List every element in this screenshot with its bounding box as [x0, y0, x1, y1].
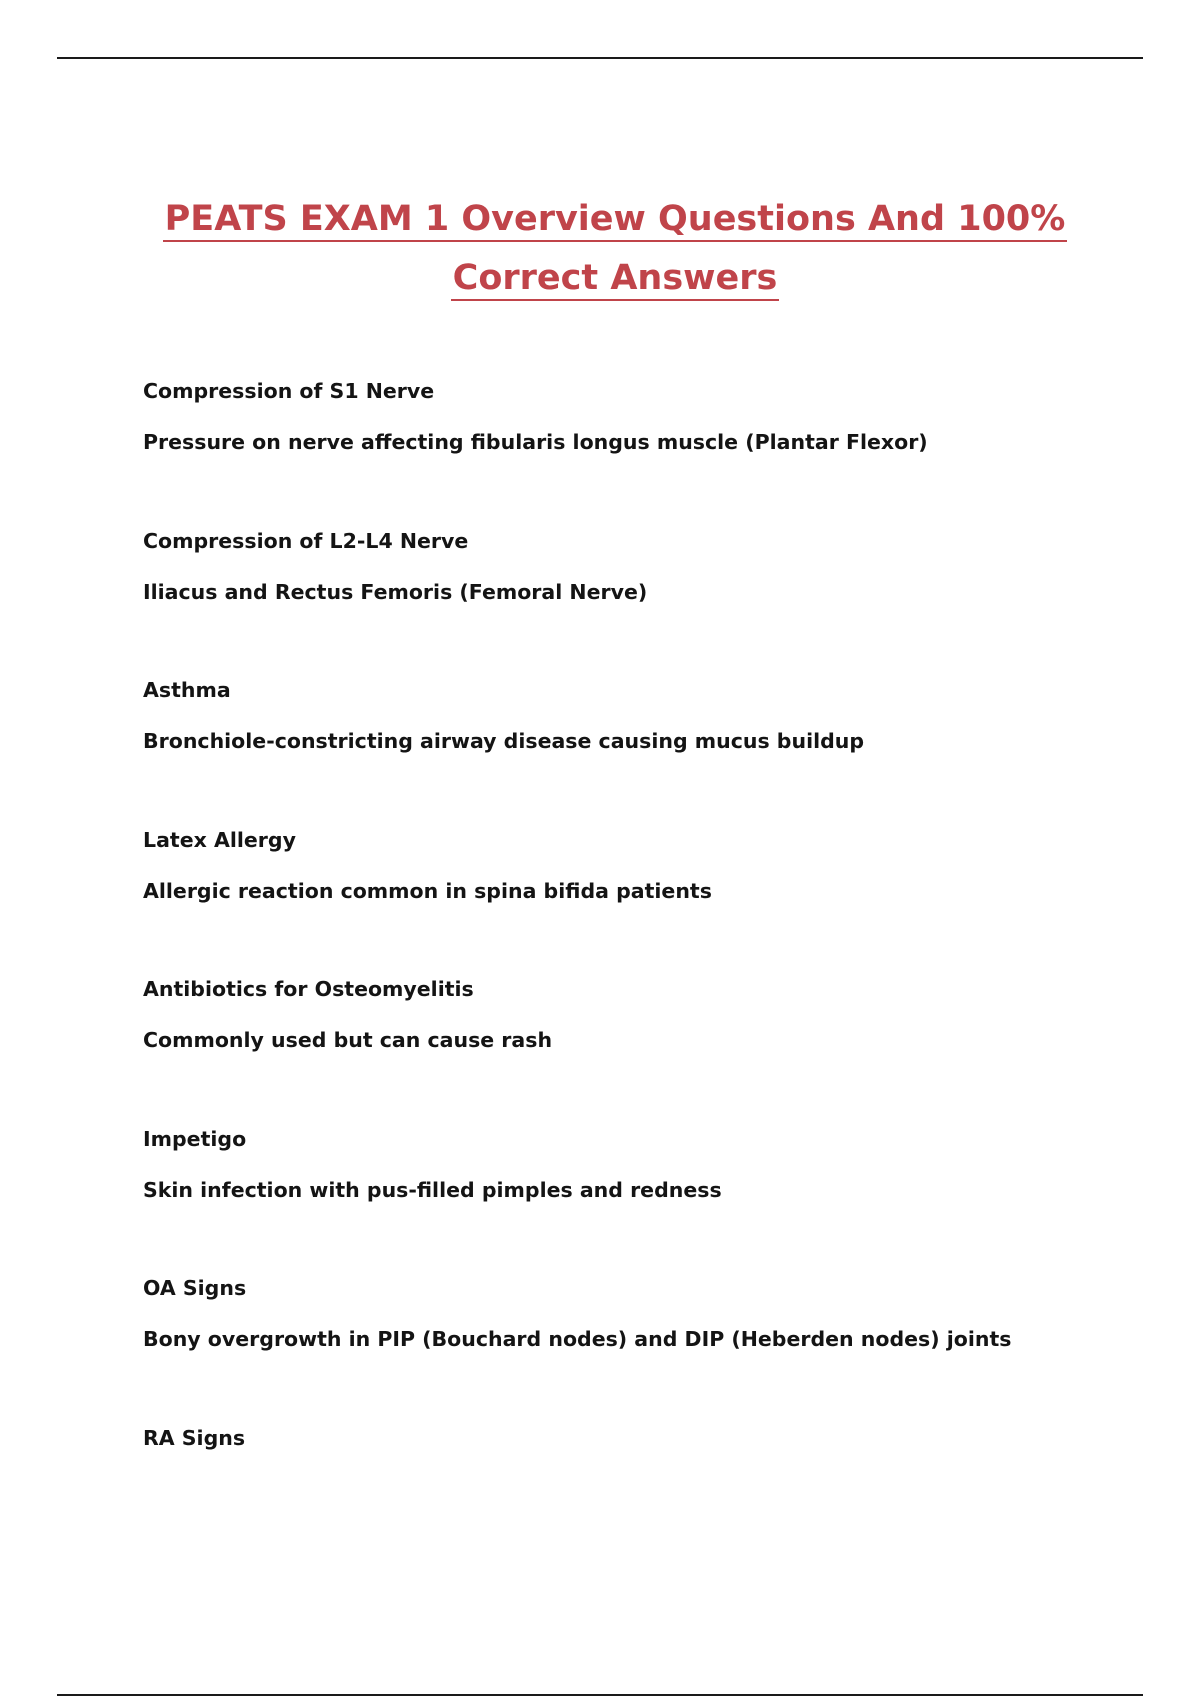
answer-definition: Bronchiole-constricting airway disease causing mucus buildup: [143, 729, 865, 753]
question-term: Compression of S1 Nerve: [143, 379, 435, 403]
answer-definition: Commonly used but can cause rash: [143, 1028, 553, 1052]
question-term: Compression of L2-L4 Nerve: [143, 528, 469, 553]
title-line-2: Correct Answers: [451, 257, 780, 301]
qa-item: [143, 1125, 1143, 1275]
qa-item: [143, 527, 1143, 677]
qa-item: [143, 1274, 1143, 1424]
header-rule: [57, 57, 1143, 59]
question-term: Impetigo: [143, 1126, 247, 1151]
qa-item: [143, 826, 1143, 976]
answer-definition: Allergic reaction common in spina bifida patients: [143, 878, 712, 903]
question-term: OA Signs: [143, 1276, 247, 1300]
answer-definition: Iliacus and Rectus Femoris (Femoral Nerve): [143, 579, 648, 604]
qa-item: [143, 975, 1143, 1125]
question-term: Antibiotics for Osteomyelitis: [143, 977, 474, 1001]
question-term: RA Signs: [143, 1425, 246, 1450]
question-term: Latex Allergy: [143, 827, 296, 852]
footer-rule: [57, 1694, 1143, 1696]
answer-definition: Bony overgrowth in PIP (Bouchard nodes) and DIP (Heberden nodes) joints: [143, 1327, 1012, 1351]
question-term: Asthma: [143, 678, 231, 702]
document-title: [150, 190, 1080, 308]
qa-item: [143, 377, 1143, 527]
qa-item: [143, 1424, 1143, 1574]
answer-definition: Pressure on nerve affecting fibularis longus muscle (Plantar Flexor): [143, 430, 928, 454]
qa-item: [143, 676, 1143, 826]
title-line-1: PEATS EXAM 1 Overview Questions And 100%: [163, 198, 1068, 242]
answer-definition: Skin infection with pus-filled pimples and redness: [143, 1177, 722, 1202]
question-answer-list: [143, 377, 1143, 1573]
